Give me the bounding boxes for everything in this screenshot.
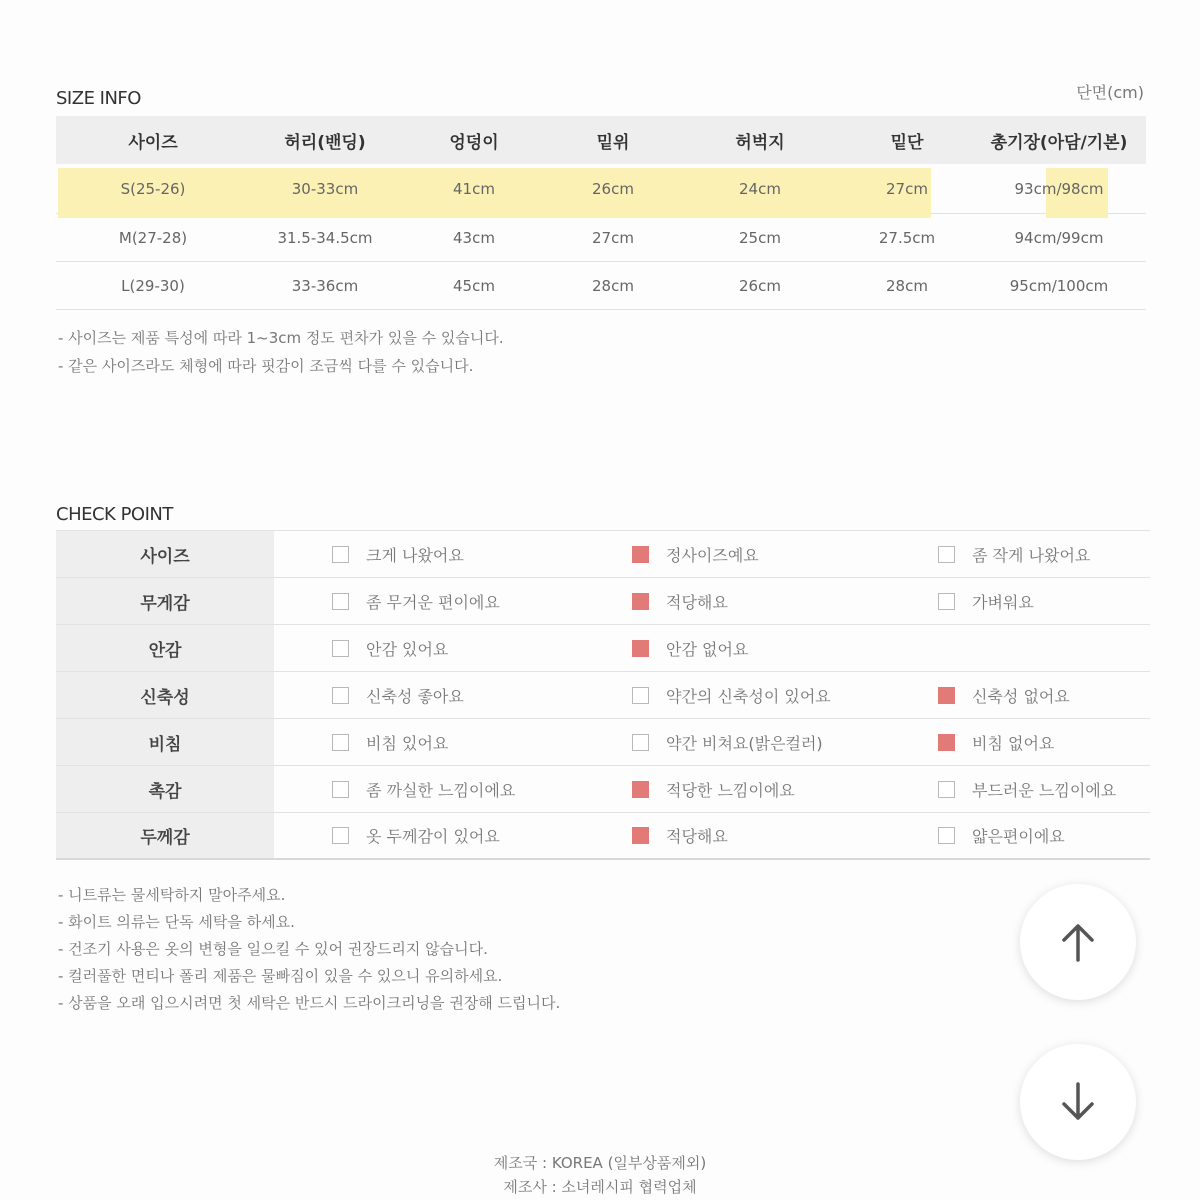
size-notes <box>58 324 504 380</box>
header-length: 총기장(아담/기본) <box>990 132 1128 153</box>
maker-text: 제조사 : 소녀레시피 협력업체 <box>503 1178 697 1196</box>
check-label: 무게감 <box>56 578 274 624</box>
option-label: 좀 작게 나왔어요 <box>972 545 1091 565</box>
size-note: - 같은 사이즈라도 체형에 따라 핏감이 조금씩 다를 수 있습니다. <box>58 357 474 375</box>
check-option <box>938 766 1148 812</box>
checkbox-checked-icon <box>938 687 955 704</box>
check-row-lining <box>56 625 1150 672</box>
check-option <box>632 531 938 577</box>
check-row-touch <box>56 766 1150 813</box>
option-label: 부드러운 느낌이에요 <box>972 780 1117 800</box>
check-option <box>332 578 632 624</box>
header-size: 사이즈 <box>128 132 178 153</box>
check-option <box>938 531 1148 577</box>
care-note: - 화이트 의류는 단독 세탁을 하세요. <box>58 913 295 931</box>
check-option <box>632 625 938 671</box>
table-cell: L(29-30) <box>121 276 185 295</box>
care-note: - 상품을 오래 입으시려면 첫 세탁은 반드시 드라이크리닝을 권장해 드립니다. <box>58 994 561 1012</box>
header-thigh: 허벅지 <box>735 132 785 153</box>
table-cell: 45cm <box>453 276 495 295</box>
care-note: - 니트류는 물세탁하지 말아주세요. <box>58 886 286 904</box>
option-label: 좀 까실한 느낌이에요 <box>366 780 516 800</box>
checkbox-icon <box>332 546 349 563</box>
checkbox-icon <box>332 640 349 657</box>
check-point-title: CHECK POINT <box>56 504 173 525</box>
check-label: 사이즈 <box>56 531 274 577</box>
table-cell: 26cm <box>592 179 634 198</box>
checkbox-checked-icon <box>632 827 649 844</box>
table-cell: 25cm <box>739 228 781 247</box>
size-table <box>56 116 1146 310</box>
check-option <box>938 719 1148 765</box>
table-cell: 26cm <box>739 276 781 295</box>
checkbox-icon <box>332 781 349 798</box>
check-row-stretch <box>56 672 1150 719</box>
check-row-sheer <box>56 719 1150 766</box>
size-note: - 사이즈는 제품 특성에 따라 1~3cm 정도 편차가 있을 수 있습니다. <box>58 329 504 347</box>
check-row-thickness <box>56 813 1150 860</box>
check-option <box>332 531 632 577</box>
table-cell: 24cm <box>739 179 781 198</box>
checkbox-icon <box>632 734 649 751</box>
check-option <box>938 672 1148 718</box>
checkbox-icon <box>938 781 955 798</box>
check-row-size <box>56 531 1150 578</box>
checkbox-icon <box>332 687 349 704</box>
check-label: 두께감 <box>56 813 274 858</box>
header-waist: 허리(밴딩) <box>284 132 366 153</box>
table-cell: 41cm <box>453 179 495 198</box>
check-option <box>332 672 632 718</box>
care-note: - 건조기 사용은 옷의 변형을 일으킬 수 있어 권장드리지 않습니다. <box>58 940 488 958</box>
check-option <box>938 813 1148 858</box>
table-cell: 28cm <box>886 276 928 295</box>
option-label: 약간 비쳐요(밝은컬러) <box>666 733 823 753</box>
check-option <box>332 766 632 812</box>
option-label: 적당해요 <box>666 827 728 846</box>
option-label: 옷 두께감이 있어요 <box>366 827 500 846</box>
check-option <box>632 813 938 858</box>
check-point-table <box>56 530 1150 860</box>
size-row-m <box>56 214 1146 262</box>
table-cell: 27cm <box>592 228 634 247</box>
option-label: 약간의 신축성이 있어요 <box>666 686 831 706</box>
option-label: 적당해요 <box>666 592 728 612</box>
option-label: 크게 나왔어요 <box>366 545 464 565</box>
table-cell: 31.5-34.5cm <box>277 228 373 247</box>
table-cell: 30-33cm <box>291 179 359 198</box>
scroll-up-button[interactable] <box>1020 884 1136 1000</box>
unit-note: 단면(cm) <box>1076 83 1144 102</box>
checkbox-checked-icon <box>632 593 649 610</box>
table-cell: 94cm/99cm <box>1014 228 1104 247</box>
checkbox-icon <box>938 593 955 610</box>
check-option <box>632 672 938 718</box>
checkbox-checked-icon <box>632 640 649 657</box>
header-hip: 엉덩이 <box>449 132 499 153</box>
option-label: 정사이즈예요 <box>666 545 759 565</box>
checkbox-icon <box>332 593 349 610</box>
option-label: 안감 없어요 <box>666 639 749 659</box>
arrow-up-icon <box>1056 920 1100 964</box>
option-label: 비침 없어요 <box>972 733 1055 753</box>
check-label: 촉감 <box>56 766 274 812</box>
table-cell: 93cm/98cm <box>1014 179 1104 198</box>
table-cell: M(27-28) <box>118 228 188 247</box>
checkbox-icon <box>332 734 349 751</box>
check-option <box>632 766 938 812</box>
size-table-header <box>56 116 1146 164</box>
table-cell: S(25-26) <box>120 179 186 198</box>
scroll-down-button[interactable] <box>1020 1044 1136 1160</box>
table-cell: 95cm/100cm <box>1009 276 1109 295</box>
origin-text: 제조국 : KOREA (일부상품제외) <box>493 1154 707 1172</box>
care-note: - 컬러풀한 면티나 폴리 제품은 물빠짐이 있을 수 있으니 유의하세요. <box>58 967 503 985</box>
option-label: 얇은편이에요 <box>972 827 1065 846</box>
table-cell: 28cm <box>592 276 634 295</box>
option-label: 가벼워요 <box>972 592 1034 612</box>
checkbox-checked-icon <box>632 781 649 798</box>
checkbox-icon <box>938 546 955 563</box>
check-option <box>332 625 632 671</box>
check-option <box>632 578 938 624</box>
table-cell: 33-36cm <box>291 276 359 295</box>
check-label: 신축성 <box>56 672 274 718</box>
option-label: 적당한 느낌이에요 <box>666 780 795 800</box>
check-label: 안감 <box>56 625 274 671</box>
option-label: 좀 무거운 편이에요 <box>366 592 500 612</box>
check-option <box>332 719 632 765</box>
checkbox-icon <box>332 827 349 844</box>
checkbox-icon <box>938 827 955 844</box>
table-cell: 43cm <box>453 228 495 247</box>
size-row-l <box>56 262 1146 310</box>
care-notes <box>58 882 560 1017</box>
checkbox-icon <box>632 687 649 704</box>
check-option <box>938 578 1148 624</box>
table-cell: 27.5cm <box>878 228 936 247</box>
check-option <box>332 813 632 858</box>
checkbox-checked-icon <box>632 546 649 563</box>
option-label: 신축성 좋아요 <box>366 686 464 706</box>
size-row-s <box>56 164 1146 214</box>
checkbox-checked-icon <box>938 734 955 751</box>
size-info-title: SIZE INFO <box>56 88 141 109</box>
check-row-weight <box>56 578 1150 625</box>
check-label: 비침 <box>56 719 274 765</box>
arrow-down-icon <box>1056 1080 1100 1124</box>
option-label: 안감 있어요 <box>366 639 449 659</box>
option-label: 신축성 없어요 <box>972 686 1070 706</box>
table-cell: 27cm <box>886 179 928 198</box>
option-label: 비침 있어요 <box>366 733 449 753</box>
header-hem: 밑단 <box>890 132 924 153</box>
header-rise: 밑위 <box>596 132 630 153</box>
check-option <box>632 719 938 765</box>
